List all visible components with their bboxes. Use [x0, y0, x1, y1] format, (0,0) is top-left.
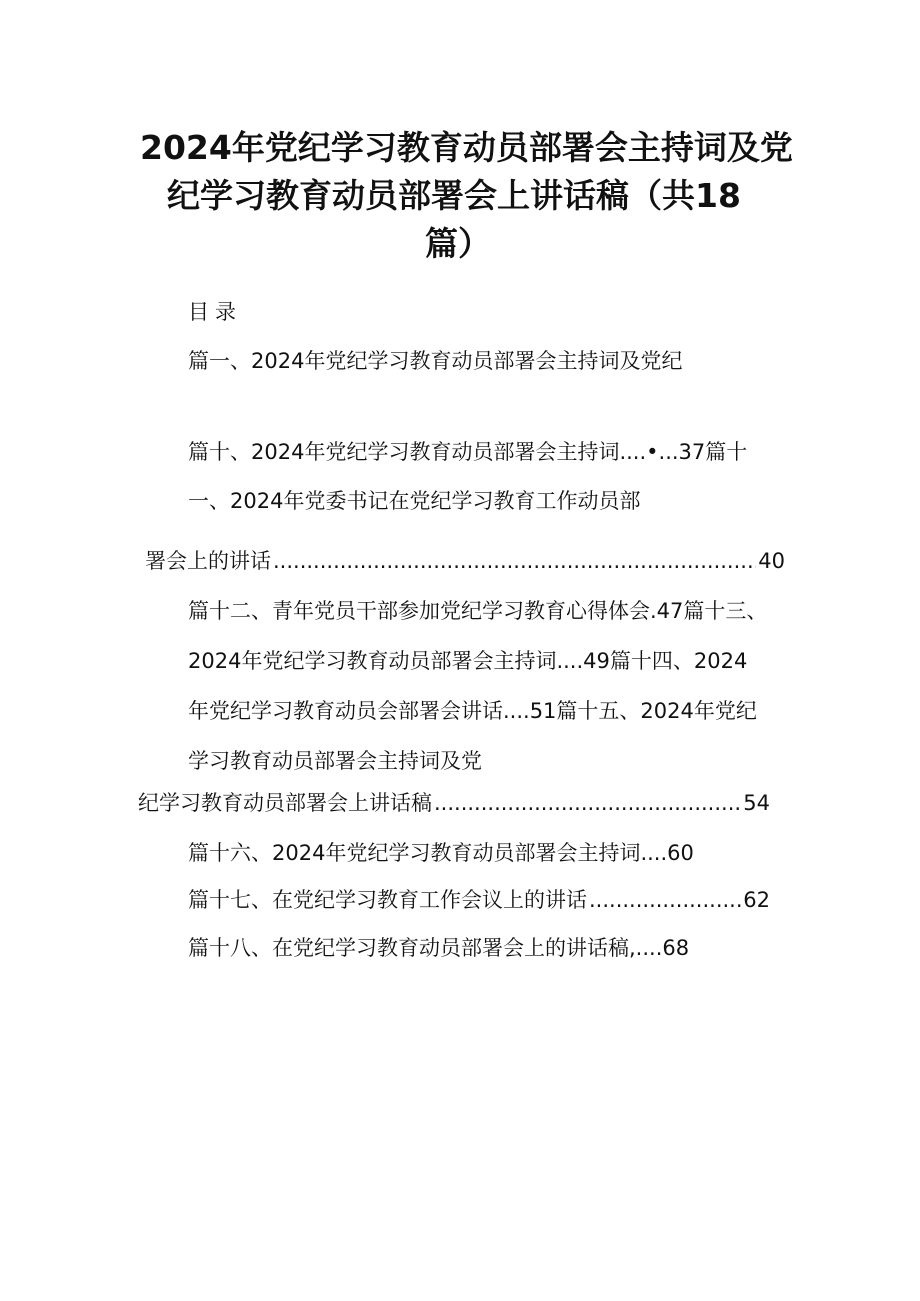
toc-heading: 目录: [188, 300, 242, 324]
toc-entry-text: 纪学习教育动员部署会上讲话稿: [138, 791, 432, 815]
toc-line: 年党纪学习教育动员会部署会讲话....51篇十五、2024年党纪: [188, 699, 757, 723]
toc-line: 篇一、2024年党纪学习教育动员部署会主持词及党纪: [188, 349, 683, 373]
toc-line: 篇十二、青年党员干部参加党纪学习教育心得体会.47篇十三、: [188, 599, 768, 623]
toc-line: 篇十、2024年党纪学习教育动员部署会主持词....•...37篇十: [188, 440, 748, 464]
document-title-line-1: 2024年党纪学习教育动员部署会主持词及党: [140, 128, 793, 167]
toc-entry-text: 署会上的讲话: [145, 549, 271, 573]
dot-leader: [434, 788, 741, 818]
toc-line: 篇十八、在党纪学习教育动员部署会上的讲话稿,....68: [188, 936, 690, 960]
dot-leader: [273, 546, 756, 576]
dot-leader: [589, 885, 741, 915]
toc-line: 篇十六、2024年党纪学习教育动员部署会主持词....60: [188, 841, 694, 865]
toc-page-number: 62: [743, 888, 770, 912]
document-title-line-2: 纪学习教育动员部署会上讲话稿（共18: [167, 176, 741, 215]
document-title-line-3: 篇）: [425, 224, 491, 263]
toc-page-number: 40: [758, 549, 785, 573]
toc-line: [138, 788, 770, 818]
toc-line: [145, 546, 785, 576]
toc-line: 学习教育动员部署会主持词及党: [188, 749, 482, 773]
toc-line: [188, 885, 770, 915]
toc-page-number: 54: [743, 791, 770, 815]
toc-entry-text: 篇十七、在党纪学习教育工作会议上的讲话: [188, 888, 587, 912]
toc-line: 2024年党纪学习教育动员部署会主持词....49篇十四、2024: [188, 649, 748, 673]
toc-line: 一、2024年党委书记在党纪学习教育工作动员部: [188, 489, 641, 513]
